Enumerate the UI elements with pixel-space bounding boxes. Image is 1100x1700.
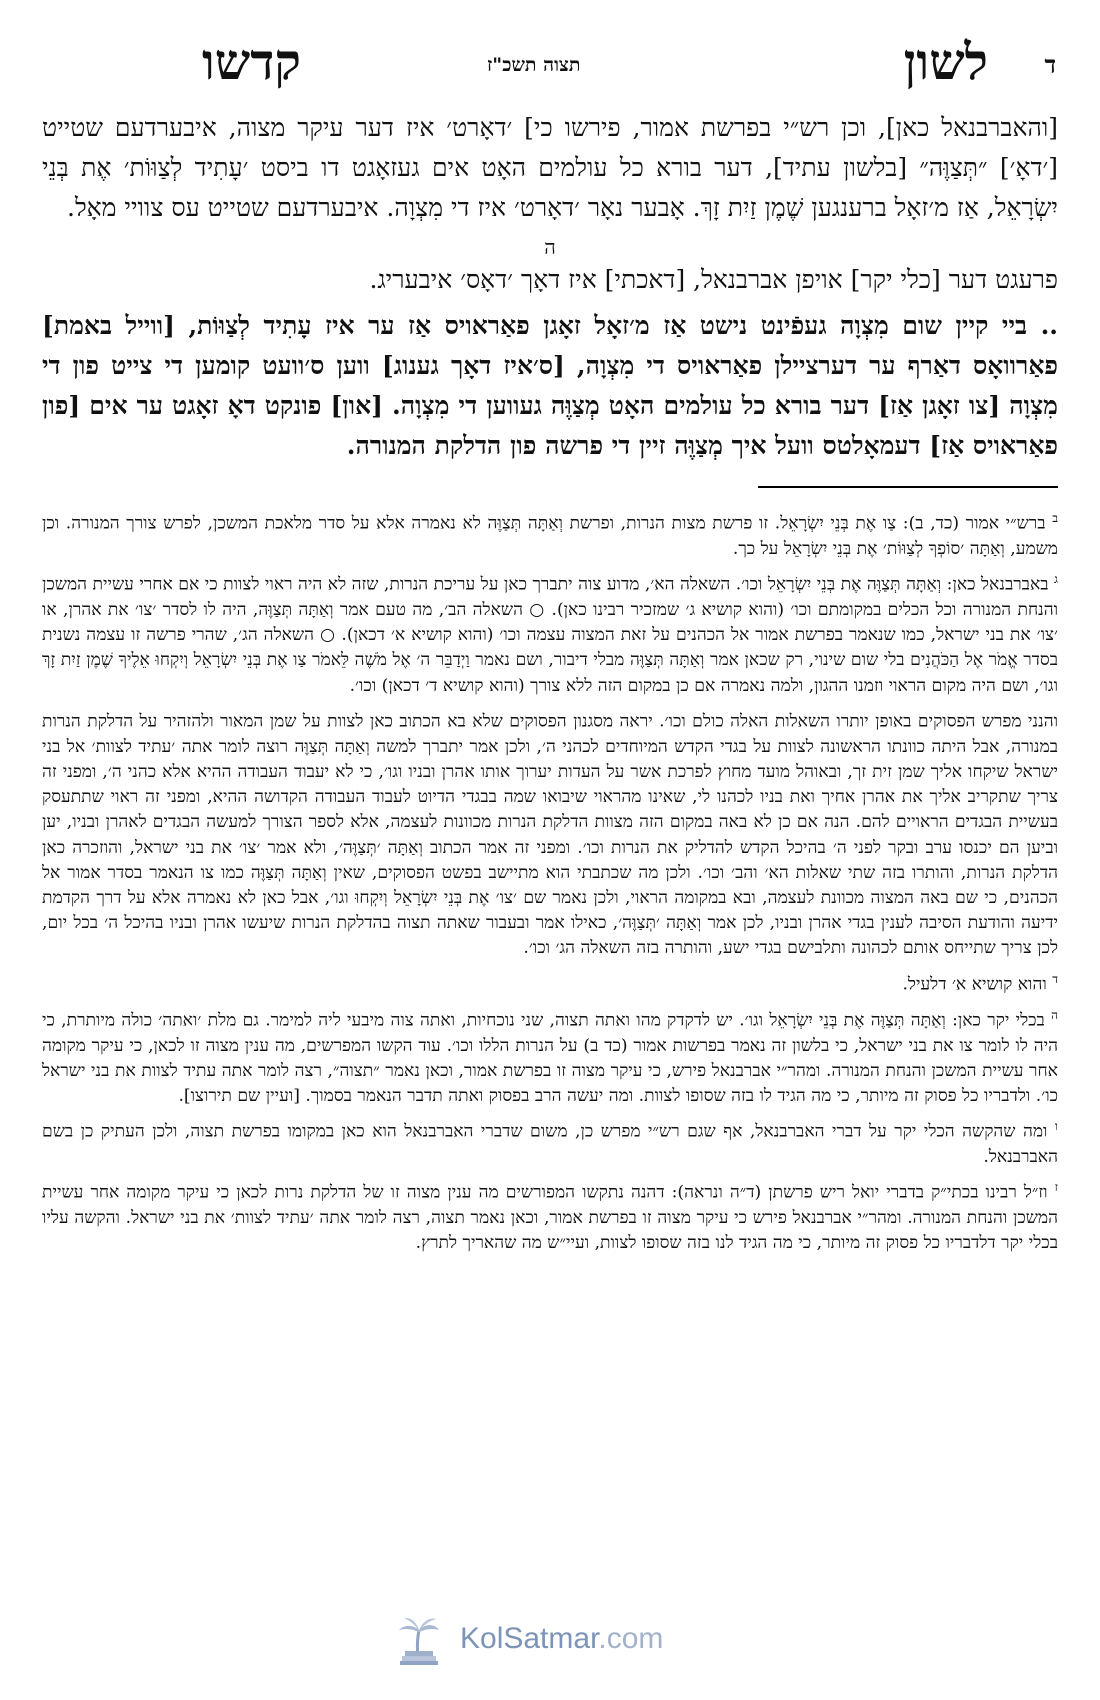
footnote <box>42 506 1058 562</box>
parsha-subtitle: תצוה תשכ"ז <box>487 54 581 76</box>
footnote-divider <box>758 486 1058 488</box>
footnote <box>42 567 1058 699</box>
page-number: ד <box>1044 50 1056 79</box>
watermark-brand: KolSatmar <box>460 1622 599 1655</box>
footnote <box>42 967 1058 998</box>
running-title-right: לשון <box>903 32 988 91</box>
watermark-text <box>460 1622 663 1656</box>
footnote-text: ברש״י אמור (כד, ב): צַו אֶת בְּנֵי יִשְׂרָאֵל. זו פרשת מצות הנרות, ופרשת וְאַתָּה תְּצַוֶּה לא נאמרה אלא על סדר מלאכת המשכן, לפרש צורך המנורה. וכן משמע, וְאַתָּה ׳סוֹפְךָ לְצַוּוֹת׳ אֶת בְּנֵי יִשְׂרָאֵל על כך. <box>42 513 1058 559</box>
footnote-marker: ה <box>1051 1007 1058 1022</box>
footnote <box>42 704 1058 962</box>
running-title-left: קדשו <box>202 32 301 91</box>
page <box>42 28 1058 1262</box>
footnote-text: ומה שהקשה הכלי יקר על דברי האברבנאל, אף שגם רש״י מפרש כן, משום שדברי האברבנאל הוא כאן במקומו בפרשת תצוה, ולכן העתיק כן בשם האברבנאל. <box>42 1121 1058 1168</box>
footnote-text: והנני מפרש הפסוקים באופן יותרו השאלות האלה כולם וכו׳. יראה מסגנון הפסוקים שלא בא הכתוב כאן לצוות על שמן המאור ולהזהיר על הדלקת הנרות במנורה, אבל היתה כוונתו הראשונה לצוות על בגדי הקדש המיוחדים לכהני ה׳, ולכן אמר יתברך למשה וְאַתָּה תְּצַוֶּה רוצה לומר אתה ׳עתיד לצוות׳ אל בני ישראל שיקחו אליך שמן זית זך, ובאוהל מועד מחוץ לפרכת אשר על העדות יערוך אותו אהרן ובניו וגו׳, כי לא יעבוד העבודה ההיא אלא כהני ה׳, ומפני זה צריך שתקריב אליך את אהרן אחיך ואת בניו לכהנו לי, שאינו מהראוי שיבואו שמה בבגדי הדיוט לעבוד העבודה הקדושה ההיא, ומפני זה ראוי שתתעסק בעשיית הבגדים הראויים להם. הנה אם כן לא באה במקום הזה מצוות הדלקת הנרות מכוונות לעצמה, אלא לספר הצורך למעשה הבגדים לאהרן ובניו, יען וביען הם יכנסו ערב ובקר לפני ה׳ בהיכל הקדש להדליק את הנרות וכו׳. ומפני זה אמר הכתוב וְאַתָּה ׳תְּצַוֶּה׳, ולא אמר ׳צו׳ את בני ישראל, והוזכרה כאן הדלקת הנרות, והותרו בזה שתי שאלות הא׳ והב׳ וכו׳. ולכן מה שכתבתי הוא מתיישב בפשט הפסוקים, שאין וְאַתָּה תְּצַוֶּה כמו צו הנאמר בסדר אמור אל הכהנים, כי שם באה המצוה מכוונת לעצמה, ובא במקומה הראוי, ולכן נאמר שם ׳צו׳ אֶת בְּנֵי יִשְׂרָאֵל וְיִקְחוּ וגו׳, אבל כאן לא נאמרה אלא על דרך הקדמת ידיעה והודעת הסיבה לענין בגדי אהרן ובניו, לכן אמר וְאַתָּה ׳תְּצַוֶּה׳, כאילו אמר ובעבור שאתה תצוה בהדלקת הנרות שיעשו אהרן ובניו בהיכל ה׳ בכל יום, לכן צריך שתייחס אותם לכהונה ותלבישם בגדי ישע, והותרה בזה השאלה הג׳ וכו׳. <box>42 711 1058 959</box>
footnote-marker: ג <box>1054 572 1058 587</box>
page-header <box>42 28 1058 108</box>
footnote-marker: ו <box>1054 1119 1058 1134</box>
footnote-text: בכלי יקר כאן: וְאַתָּה תְּצַוֶּה אֶת בְּנֵי יִשְׂרָאֵל וגו׳. יש לדקדק מהו ואתה תצוה, שני נוכחיות, ואתה צוה מיבעי ליה למימר. גם מלת ׳ואתה׳ כולה מיותרת, כי היה לו לומר צו את בני ישראל, כי בלשון זה נאמר בפרשות אמור (כד ב) על הנרות הללו וכו׳. עוד הקשו המפרשים, מה ענין מצוה זו לכאן, כי עיקר מקומה אחר עשיית המשכן והנחת המנורה. ומהר״י אברבנאל פירש, כי עיקר מצוה זו בפרשת אמור, וכאן נאמר ״תצוה״, רצה לומר אתה עתיד לצוות את בני ישראל כו׳. ולדבריו כל פסוק זה מיותר, כי מה הגיד לו בזה שסופו לצוות. ומה יעשה הרב בפסוק ואתה תדבר הנאמר בסמוך. [ועיין שם תירוצו]. <box>42 1010 1058 1106</box>
watermark <box>390 1612 664 1668</box>
footnote-text: והוא קושיא א׳ דלעיל. <box>902 974 1047 995</box>
footnote <box>42 1175 1058 1256</box>
footnote-marker: ד <box>1052 971 1058 986</box>
footnote-marker: ב <box>1052 511 1058 525</box>
footnote-text: וז״ל רבינו בכתי״ק בדברי יואל ריש פרשתן (ד״ה ונראה): דהנה נתקשו המפורשים מה ענין מצוה זו של הדלקת נרות לכאן כי עיקר מקומה אחר עשיית המשכן והנחת המנורה. ומהר״י אברבנאל פירש כי עיקר מצוה זו בפרשת אמור, וכאן נאמר תצוה, רצה לומר אתה ׳עתיד לצוות׳ את בני ישראל. והקשה עליו בכלי יקר דלדבריו כל פסוק זה מיותר, כי מה הגיד לנו בזה שסופו לצוות, ועיי״ש מה שהאריך לתרץ. <box>42 1183 1058 1254</box>
footnote-text: באברבנאל כאן: וְאַתָּה תְּצַוֶּה אֶת בְּנֵי יִשְׂרָאֵל וכו׳. השאלה הא׳, מדוע צוה יתברך כאן על עריכת הנרות, שזה לא היה ראוי לצוות כי אם אחרי עשיית המשכן והנחת המנורה וכל הכלים במקומתם וכו׳ (והוא קושיא ג׳ שמזכיר רבינו כאן). ○ השאלה הב׳, מה טעם אמר וְאַתָּה תְּצַוֶּה, היה לו לסדר ׳צו׳ את אהרן, או ׳צו׳ את בני ישראל, כמו שנאמר בפרשת אמור אל הכהנים על זאת המצוה עצמה וכו׳ (והוא קושיא א׳ דכאן). ○ השאלה הג׳, שהרי פרשה זו עצמה נשנית בסדר אֱמֹר אֶל הַכֹּהֲנִים בלי שום שינוי, רק שכאן אמר וְאַתָּה תְּצַוֶּה מבלי דיבור, ושם נאמר וַיְדַבֵּר ה׳ אֶל מֹשֶׁה לֵּאמֹר צַו אֶת בְּנֵי יִשְׂרָאֵל וְיִקְחוּ אֵלֶיךָ שֶׁמֶן זַיִת זָךְ וגו׳, ושם היה מקום הראוי וזמנו ההגון, ולמה נאמרה אם כן במקום הזה ללא צורך (והוא קושיא ד׳ דכאן) וכו׳. <box>42 574 1058 696</box>
main-paragraph: פרעגט דער [כלי יקר] אויפן אברבנאל, [דאכתי] איז דאָך ׳דאָס׳ איבעריג. <box>369 265 1058 294</box>
footnotes <box>42 506 1058 1257</box>
main-text <box>42 108 1058 466</box>
main-paragraph: [והאברבנאל כאן], וכן רש״י בפרשת אמור, פירשו כי] ׳דאָרט׳ איז דער עיקר מצוה, איבערדעם שטייט [׳דאָ׳] ״תְּצַוֶּה״ [בלשון עתיד], דער בורא כל עולמים האָט אים געזאָגט דו ביסט ׳עָתִיד לְצַוּוֹת׳ אֶת בְּנֵי יִשְׂרָאֵל, אַז מ׳זאָל ברענגען שֶׁמֶן זַיִת זָךְ. אָבער נאָר ׳דאָרט׳ איז די מִצְוָה. איבערדעם שטייט עס צוויי מאָל. <box>42 113 1058 222</box>
footnote <box>42 1003 1058 1110</box>
section-letter: ה <box>544 235 556 259</box>
palm-tree-books-icon <box>390 1612 446 1668</box>
main-paragraph: .. ביי קיין שום מִצְוָה געפֿינט נישט אַז מ׳זאָל זאָגן פאַראויס אַז ער איז עָתִיד לְצַוּוֹת, [ווייל באמת] פאַרוואָס דאַרף ער דערציילן פאַראויס די מִצְוָה, [ס׳איז דאָך גענוג] ווען ס׳וועט קומען די צייט פון די מִצְוָה [צו זאָגן אַז] דער בורא כל עולמים האָט מְצַוֶּה געווען די מִצְוָה. [און] פונקט דאָ זאָגט ער אים [פון פאַראויס אַז] דעמאָלטס וועל איך מְצַוֶּה זיין די פרשה פון הדלקת המנורה. <box>42 311 1058 460</box>
footnote <box>42 1114 1058 1170</box>
watermark-domain: .com <box>598 1622 664 1655</box>
footnote-marker: ז <box>1054 1180 1059 1195</box>
